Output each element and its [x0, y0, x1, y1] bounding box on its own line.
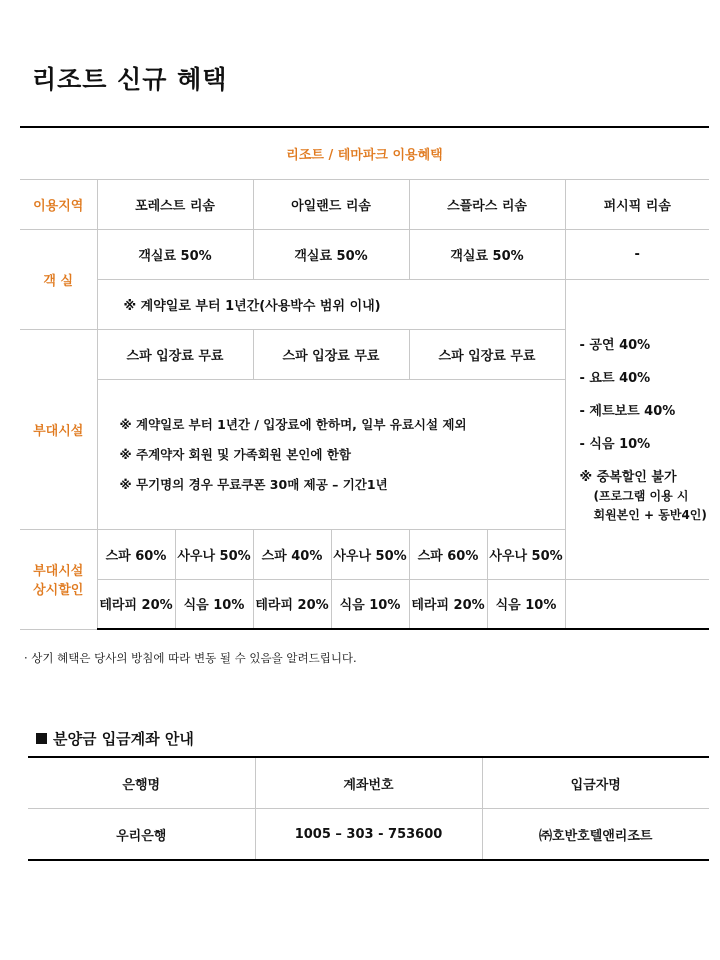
discount-cell: 사우나 50%: [331, 529, 409, 579]
discount-label-line1: 부대시설: [33, 564, 84, 579]
discount-label-line2: 상시할인: [33, 583, 84, 598]
room-value-island: 객실료 50%: [253, 229, 409, 279]
room-note-row: [20, 279, 709, 329]
facility-note: ※ 주계약자 회원 및 가족회원 본인에 한함: [119, 447, 351, 462]
bank-depositor: ㈜호반호텔앤리조트: [482, 809, 709, 861]
discount-cell: 스파 60%: [97, 529, 175, 579]
promo-item: - 제트보트 40%: [579, 403, 676, 419]
bank-header-row: [28, 757, 709, 809]
bank-table: [28, 756, 709, 861]
discount-cell: 식음 10%: [175, 579, 253, 629]
room-value-pacific: -: [565, 229, 709, 279]
discount-cell: 식음 10%: [487, 579, 565, 629]
benefits-table: [20, 126, 709, 630]
resort-forest: 포레스트 리솜: [97, 179, 253, 229]
discount-cell: 테라피 20%: [97, 579, 175, 629]
discount-cell: 스파 60%: [409, 529, 487, 579]
region-label: 이용지역: [20, 179, 97, 229]
table-title: 리조트 / 테마파크 이용혜택: [20, 127, 709, 179]
pacific-promo: [565, 279, 709, 579]
square-bullet-icon: [36, 733, 47, 744]
discount-row-2: [20, 579, 709, 629]
room-value-splash: 객실료 50%: [409, 229, 565, 279]
resort-pacific: 퍼시픽 리솜: [565, 179, 709, 229]
facility-notes: [97, 379, 565, 529]
promo-warning: ※ 중복할인 불가: [579, 469, 677, 485]
discount-cell: 사우나 50%: [175, 529, 253, 579]
bank-header-depositor: 입금자명: [482, 757, 709, 809]
room-label: 객 실: [20, 229, 97, 329]
room-row: [20, 229, 709, 279]
bank-account-number: 1005 – 303 - 753600: [255, 809, 482, 861]
bank-value-row: [28, 809, 709, 861]
bank-section-title-text: 분양금 입금계좌 안내: [53, 730, 194, 748]
bank-header-name: 은행명: [28, 757, 255, 809]
resort-splash: 스플라스 리솜: [409, 179, 565, 229]
discount-cell: 테라피 20%: [253, 579, 331, 629]
room-note: ※ 계약일로 부터 1년간(사용박수 범위 이내): [97, 279, 565, 329]
facility-label: 부대시설: [20, 329, 97, 529]
discount-label: [20, 529, 97, 629]
facility-note: ※ 계약일로 부터 1년간 / 입장료에 한하며, 일부 유료시설 제외: [119, 417, 467, 432]
facility-value-splash: 스파 입장료 무료: [409, 329, 565, 379]
promo-item: - 식음 10%: [579, 436, 651, 452]
discount-cell: 스파 40%: [253, 529, 331, 579]
facility-note: ※ 무기명의 경우 무료쿠폰 30매 제공 – 기간1년: [119, 477, 388, 492]
discount-cell: 테라피 20%: [409, 579, 487, 629]
table-header-row: [20, 127, 709, 179]
resort-island: 아일랜드 리솜: [253, 179, 409, 229]
facility-value-island: 스파 입장료 무료: [253, 329, 409, 379]
bank-header-account: 계좌번호: [255, 757, 482, 809]
empty-cell: [565, 579, 709, 629]
room-value-forest: 객실료 50%: [97, 229, 253, 279]
promo-item: - 요트 40%: [579, 370, 651, 386]
facility-value-forest: 스파 입장료 무료: [97, 329, 253, 379]
resort-row: [20, 179, 709, 229]
promo-item: - 공연 40%: [579, 337, 651, 353]
bank-section-title: [36, 728, 194, 749]
page-title: 리조트 신규 혜택: [32, 65, 228, 94]
promo-sub2: 회원본인 + 동반4인): [593, 507, 707, 522]
promo-sub1: (프로그램 이용 시: [593, 488, 689, 503]
bank-name: 우리은행: [28, 809, 255, 861]
discount-cell: 사우나 50%: [487, 529, 565, 579]
footnote: · 상기 혜택은 당사의 방침에 따라 변동 될 수 있음을 알려드립니다.: [24, 651, 357, 665]
discount-cell: 식음 10%: [331, 579, 409, 629]
